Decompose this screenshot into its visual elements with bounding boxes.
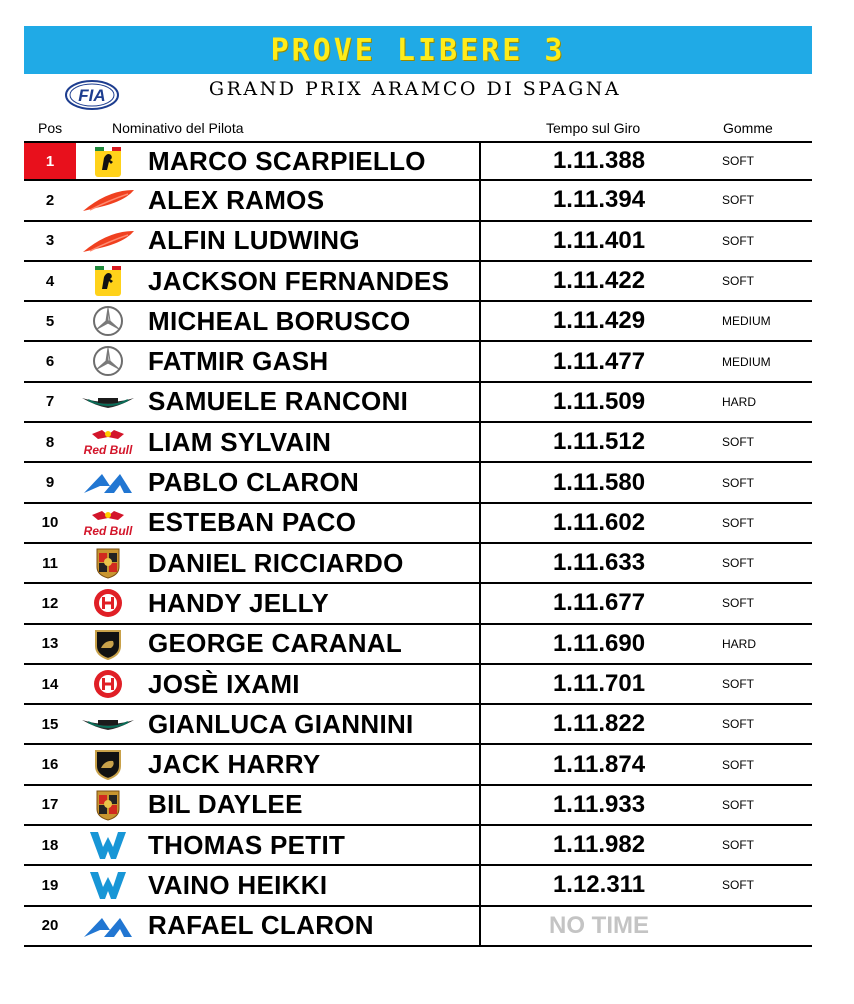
grand-prix-name: GRAND PRIX ARAMCO DI SPAGNA [208,78,622,100]
row-position: 20 [41,917,59,935]
driver-name: GEORGE CARANAL [148,628,403,659]
column-divider [479,582,481,624]
tyre-compound: HARD [722,394,757,409]
driver-name: GIANLUCA GIANNINI [148,708,414,739]
table-row [24,786,812,826]
driver-name: MARCO SCARPIELLO [148,145,426,176]
driver-name: ALEX RAMOS [148,184,325,215]
driver-name: DANIEL RICCIARDO [148,547,404,578]
driver-name: BIL DAYLEE [148,789,303,820]
tyre-compound: SOFT [722,274,754,289]
tyre-compound: SOFT [722,475,754,490]
tyre-compound: MEDIUM [722,354,771,369]
title-banner [24,26,812,74]
table-row [24,302,812,342]
lap-time: 1.11.394 [552,186,646,214]
svg-text:FIA: FIA [78,86,106,105]
driver-name: ESTEBAN PACO [148,507,357,538]
mercedes-team-logo-icon [80,345,136,377]
lamborghini-team-logo-icon [80,628,136,660]
column-divider [479,260,481,302]
column-divider [479,461,481,503]
column-divider [479,220,481,262]
alpine-team-logo-icon [80,910,136,942]
lap-time: 1.11.388 [552,147,646,175]
tyre-compound: SOFT [722,515,754,530]
row-position: 12 [41,594,59,612]
table-row [24,544,812,584]
column-divider [479,623,481,665]
row-position: 18 [41,836,59,854]
porsche-team-logo-icon [80,547,136,579]
table-row [24,705,812,745]
row-position: 1 [24,143,76,179]
row-position: 13 [41,635,59,653]
lap-time: 1.11.580 [552,468,646,496]
session-title: PROVE LIBERE 3 [270,32,566,68]
svg-text:Red Bull: Red Bull [83,443,133,458]
tyre-compound: SOFT [722,435,754,450]
row-position: 8 [45,433,55,451]
aston-martin-team-logo-icon [80,386,136,418]
lap-time: 1.11.933 [552,790,646,818]
column-divider [479,663,481,705]
column-header-time: Tempo sul Giro [546,120,641,136]
tyre-compound: SOFT [722,596,754,611]
tyre-compound: SOFT [722,233,754,248]
row-position: 2 [45,191,55,209]
row-position: 15 [41,715,59,733]
mercedes-team-logo-icon [80,305,136,337]
column-header-tyres: Gomme [723,120,773,136]
column-divider [479,300,481,342]
column-divider [479,743,481,785]
table-row [24,665,812,705]
alpine-team-logo-icon [80,466,136,498]
tyre-compound: SOFT [722,556,754,571]
table-row [24,383,812,423]
column-divider [479,502,481,544]
driver-name: RAFAEL CLARON [148,910,374,941]
lap-time: 1.11.633 [552,549,646,577]
lap-time: 1.11.477 [552,347,646,375]
tyre-compound: MEDIUM [722,314,771,329]
row-position: 3 [45,232,55,250]
table-row [24,463,812,503]
tyre-compound: SOFT [722,878,754,893]
lap-time: NO TIME [549,911,649,939]
column-header-driver: Nominativo del Pilota [112,120,244,136]
table-row [24,342,812,382]
table-row [24,423,812,463]
column-divider [479,381,481,423]
table-row [24,826,812,866]
driver-name: MICHEAL BORUSCO [148,305,411,336]
redbull-team-logo-icon [80,426,136,458]
table-row [24,504,812,544]
lap-time: 1.11.429 [552,307,646,335]
column-divider [479,542,481,584]
haas-team-logo-icon [80,587,136,619]
table-row [24,625,812,665]
tyre-compound: SOFT [722,717,754,732]
row-position: 7 [45,393,55,411]
tyre-compound: SOFT [722,797,754,812]
column-divider [479,421,481,463]
porsche-team-logo-icon [80,789,136,821]
lap-time: 1.11.401 [552,226,646,254]
table-row [24,262,812,302]
row-position: 6 [45,353,55,371]
ferrari-team-logo-icon [80,265,136,297]
ferrari-team-logo-icon [80,146,136,178]
lap-time: 1.11.677 [552,589,646,617]
row-position: 19 [41,876,59,894]
lap-time: 1.11.822 [552,710,646,738]
lamborghini-team-logo-icon [80,748,136,780]
table-row [24,866,812,906]
row-position: 17 [41,796,59,814]
tyre-compound: SOFT [722,838,754,853]
driver-name: JACKSON FERNANDES [148,265,450,296]
row-position: 11 [42,554,58,572]
lap-time: 1.11.874 [552,750,646,778]
driver-name: THOMAS PETIT [148,829,346,860]
driver-name: SAMUELE RANCONI [148,386,409,417]
tyre-compound: SOFT [722,757,754,772]
tyre-compound: SOFT [722,193,754,208]
column-divider [479,784,481,826]
lap-time: 1.11.982 [552,831,646,859]
driver-name: FATMIR GASH [148,346,329,377]
redbull-team-logo-icon [80,507,136,539]
driver-name: JACK HARRY [148,749,321,780]
lap-time: 1.11.512 [552,428,646,456]
haas-team-logo-icon [80,668,136,700]
tyre-compound: SOFT [722,677,754,691]
row-position: 10 [41,514,59,532]
column-divider [479,864,481,906]
table-row [24,584,812,624]
tyre-compound: SOFT [722,154,754,169]
column-divider [479,340,481,382]
lap-time: 1.11.509 [552,387,646,415]
column-divider [479,824,481,866]
table-row [24,141,812,181]
lap-time: 1.11.422 [552,267,646,295]
lap-time: 1.11.602 [552,508,646,536]
williams-team-logo-icon [80,829,136,861]
results-table [24,141,812,947]
table-row [24,222,812,262]
row-position: 5 [45,312,55,330]
lap-time: 1.12.311 [552,871,646,899]
lap-time: 1.11.701 [552,670,646,697]
table-row [24,745,812,785]
column-header-pos: Pos [38,120,63,136]
driver-name: PABLO CLARON [148,467,360,498]
tyre-compound: HARD [722,636,757,651]
driver-name: LIAM SYLVAIN [148,426,332,457]
table-row [24,907,812,947]
fia-logo [64,80,120,110]
driver-name: ALFIN LUDWING [148,225,360,256]
table-row [24,181,812,221]
column-divider [479,905,481,947]
row-position: 9 [45,474,55,492]
aston-martin-team-logo-icon [80,708,136,740]
column-divider [479,179,481,221]
driver-name: JOSÈ IXAMI [148,668,300,699]
williams-team-logo-icon [80,869,136,901]
driver-name: VAINO HEIKKI [148,869,328,900]
lap-time: 1.11.690 [552,629,646,657]
mclaren-team-logo-icon [80,225,136,257]
row-position: 14 [41,675,59,693]
svg-text:Red Bull: Red Bull [83,523,133,538]
row-position: 16 [41,756,59,774]
mclaren-team-logo-icon [80,184,136,216]
driver-name: HANDY JELLY [148,587,330,618]
column-divider [479,141,481,181]
column-divider [479,703,481,745]
row-position: 4 [45,272,55,290]
